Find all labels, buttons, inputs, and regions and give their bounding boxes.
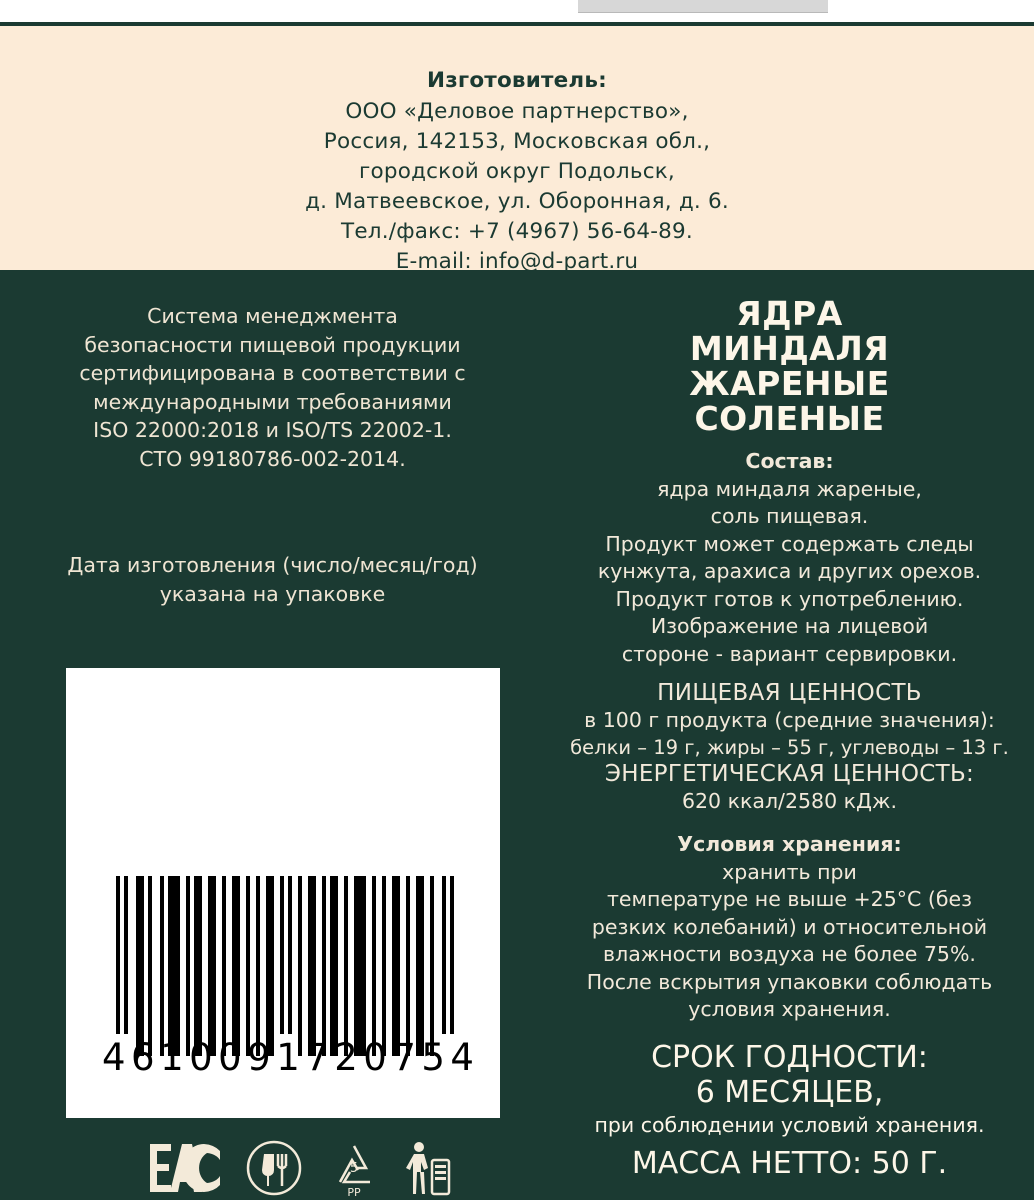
production-date-block — [38, 473, 508, 609]
composition-line-3: Продукт может содержать следы — [605, 531, 974, 556]
barcode-digit-9: 2 — [334, 1036, 358, 1079]
food-safe-mark-icon — [246, 1140, 302, 1200]
barcode-digit-13: 4 — [450, 1036, 474, 1079]
composition-line-7: стороне - вариант сервировки. — [621, 641, 958, 666]
storage-line-2: температуре не выше +25°С (без — [606, 887, 972, 911]
main-dark-area — [0, 274, 1034, 1200]
barcode-digits — [102, 1036, 474, 1079]
composition-value: ядра миндаля жареные, — [657, 476, 922, 501]
storage-line-5: После вскрытия упаковки соблюдать — [586, 969, 993, 994]
composition-line-2: соль пищевая. — [710, 504, 869, 528]
barcode-digit-4: 0 — [189, 1036, 213, 1079]
left-column — [0, 274, 545, 1200]
barcode-digit-6: 9 — [247, 1036, 271, 1079]
production-date-line-2: указана на упаковке — [159, 582, 386, 606]
nutrition-values: белки – 19 г, жиры – 55 г, углеводы – 13 г. — [570, 736, 1009, 759]
keep-clean-mark-icon — [406, 1140, 452, 1200]
product-title — [545, 274, 1034, 436]
eac-mark-icon — [148, 1142, 222, 1198]
barcode-digit-7: 1 — [276, 1036, 300, 1079]
nutrition-heading: ПИЩЕВАЯ ЦЕННОСТЬ — [657, 680, 922, 706]
certification-block — [53, 274, 493, 473]
certification-line-3: сертифицирована в соответствии с — [79, 361, 466, 385]
manufacturer-line-3: городской округ Подольск, — [359, 159, 675, 184]
marks-row — [148, 1140, 438, 1200]
composition-line-4: кунжута, арахиса и других орехов. — [597, 559, 982, 583]
barcode-digit-1: 4 — [102, 1036, 126, 1079]
composition-line-6: Изображение на лицевой — [650, 614, 929, 638]
svg-text:5: 5 — [349, 1161, 359, 1176]
certification-line-1: Система менеджмента — [147, 304, 398, 328]
manufacturer-panel — [0, 22, 1034, 274]
certification-line-5: ISO 22000:2018 и ISO/TS 22002-1. — [93, 418, 452, 442]
barcode — [66, 668, 500, 1118]
storage-label: Условия хранения: — [677, 832, 902, 856]
manufacturer-email: E-mail: info@d-part.ru — [395, 249, 639, 274]
shelf-life-block — [545, 1040, 1034, 1138]
product-title-line-3: ЖАРЕНЫЕ — [689, 364, 890, 403]
nutrition-block — [545, 680, 1034, 815]
nutrition-per: в 100 г продукта (средние значения): — [584, 708, 995, 732]
top-white-strip — [0, 0, 1034, 22]
right-column — [545, 274, 1034, 1200]
manufacturer-phone: Тел./факс: +7 (4967) 56-64-89. — [341, 219, 693, 244]
composition-block — [545, 448, 1034, 668]
product-title-line-2: МИНДАЛЯ — [689, 329, 890, 368]
storage-first-line — [545, 831, 1034, 886]
recycle-mark-icon — [326, 1138, 382, 1202]
storage-value: хранить при — [722, 859, 857, 884]
barcode-digit-12: 5 — [421, 1036, 445, 1079]
energy-heading: ЭНЕРГЕТИЧЕСКАЯ ЦЕННОСТЬ: — [604, 761, 975, 787]
certification-line-4: международными требованиями — [93, 389, 452, 414]
storage-block — [545, 831, 1034, 1024]
shelf-life-line-2: 6 МЕСЯЦЕВ, — [695, 1074, 884, 1110]
storage-line-4: влажности воздуха не более 75%. — [603, 942, 976, 966]
shelf-life-note: при соблюдении условий хранения. — [594, 1112, 985, 1137]
manufacturer-line-2: Россия, 142153, Московская обл., — [323, 129, 711, 154]
product-title-line-1: ЯДРА — [736, 294, 843, 333]
manufacturer-line-1: ООО «Деловое партнерство», — [345, 99, 689, 124]
certification-line-2: безопасности пищевой продукции — [84, 332, 461, 357]
energy-value: 620 ккал/2580 кДж. — [681, 789, 898, 813]
barcode-digit-11: 7 — [392, 1036, 416, 1079]
net-weight: МАССА НЕТТО: 50 Г. — [631, 1145, 948, 1181]
svg-text:PP: PP — [347, 1186, 361, 1198]
shelf-life-line-1: СРОК ГОДНОСТИ: — [651, 1039, 928, 1075]
top-grey-band — [578, 0, 828, 13]
storage-line-3: резких колебаний) и относительной — [591, 914, 988, 939]
composition-first-line — [545, 448, 1034, 503]
storage-line-6: условия хранения. — [688, 997, 891, 1021]
barcode-digit-8: 7 — [305, 1036, 329, 1079]
composition-line-5: Продукт готов к употреблению. — [615, 586, 964, 611]
product-title-line-4: СОЛЕНЫЕ — [694, 399, 885, 438]
manufacturer-line-4: д. Матвеевское, ул. Оборонная, д. 6. — [305, 189, 729, 214]
production-date-line-1: Дата изготовления (число/месяц/год) — [67, 553, 478, 577]
barcode-digit-3: 1 — [160, 1036, 184, 1079]
manufacturer-title: Изготовитель: — [427, 68, 607, 93]
barcode-digit-5: 0 — [218, 1036, 242, 1079]
barcode-digit-10: 0 — [363, 1036, 387, 1079]
barcode-digit-2: 6 — [131, 1036, 155, 1079]
composition-label: Состав: — [745, 449, 834, 473]
certification-line-6: СТО 99180786-002-2014. — [139, 446, 406, 471]
